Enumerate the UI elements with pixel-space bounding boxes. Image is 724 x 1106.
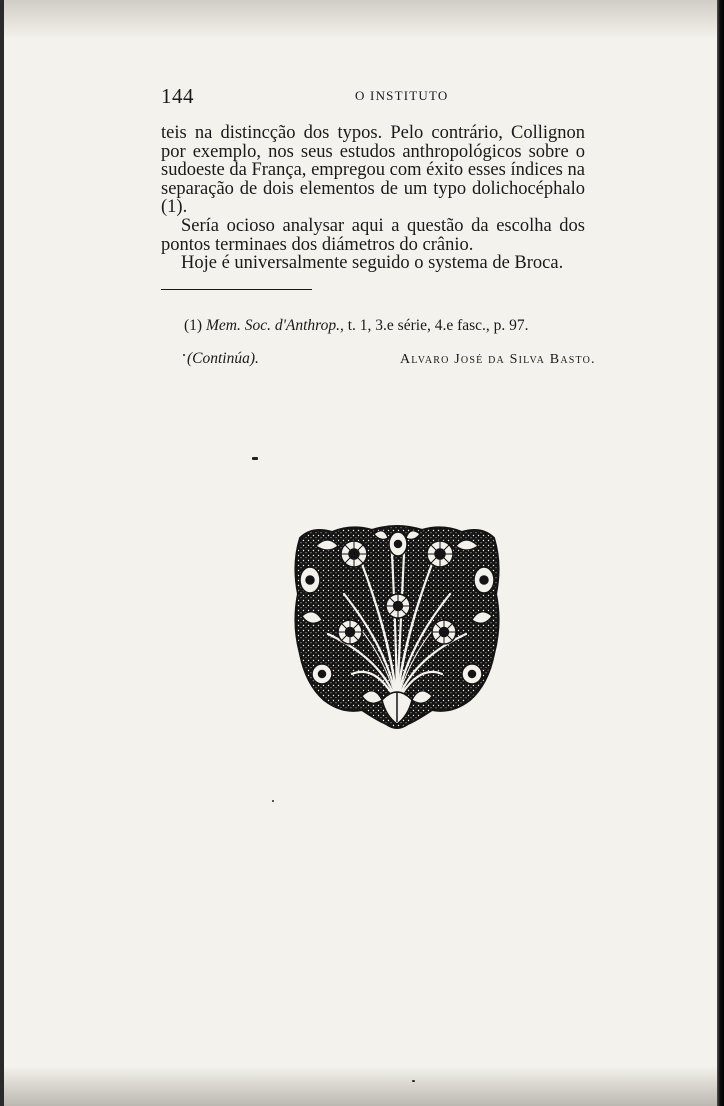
footnote-source: Mem. Soc. d'Anthrop., xyxy=(205,317,344,334)
page-number: 144 xyxy=(161,84,194,108)
footnote-rule xyxy=(161,289,312,290)
page-top-shadow xyxy=(0,0,724,40)
paragraph: teis na distincção dos typos. Pelo contrário, Collignon por exemplo, nos seus estudos anthropológicos sobre o sudoeste da França, empregou com éxito esses índices na separação de dois elementos de um typo dolichocéphalo (1). xyxy=(161,123,585,218)
running-title: O INSTITUTO xyxy=(355,88,449,103)
floral-tailpiece-icon xyxy=(292,524,502,732)
footnote-details: t. 1, 3.e série, 4.e fasc., p. 97. xyxy=(347,317,529,334)
paragraph: Hoje é universalmente seguido o systema de Broca. xyxy=(181,253,564,274)
continuation-note: (Continúa). xyxy=(187,350,259,367)
footnote xyxy=(184,317,529,335)
ink-speck xyxy=(252,457,258,460)
scan-left-edge xyxy=(0,0,4,1106)
scan-right-edge xyxy=(717,0,724,1106)
footnote-marker: (1) xyxy=(184,317,203,334)
paragraph: Sería ocioso analysar aqui a questão da escolha dos pontos terminaes dos diámetros do crânio. xyxy=(161,215,585,255)
ink-speck xyxy=(272,800,274,802)
ink-speck xyxy=(183,354,185,356)
ink-speck xyxy=(412,1080,415,1082)
page-bottom-shadow xyxy=(0,1066,724,1106)
author-signature: Alvaro José da Silva Basto. xyxy=(400,352,596,367)
body-text xyxy=(161,124,585,273)
